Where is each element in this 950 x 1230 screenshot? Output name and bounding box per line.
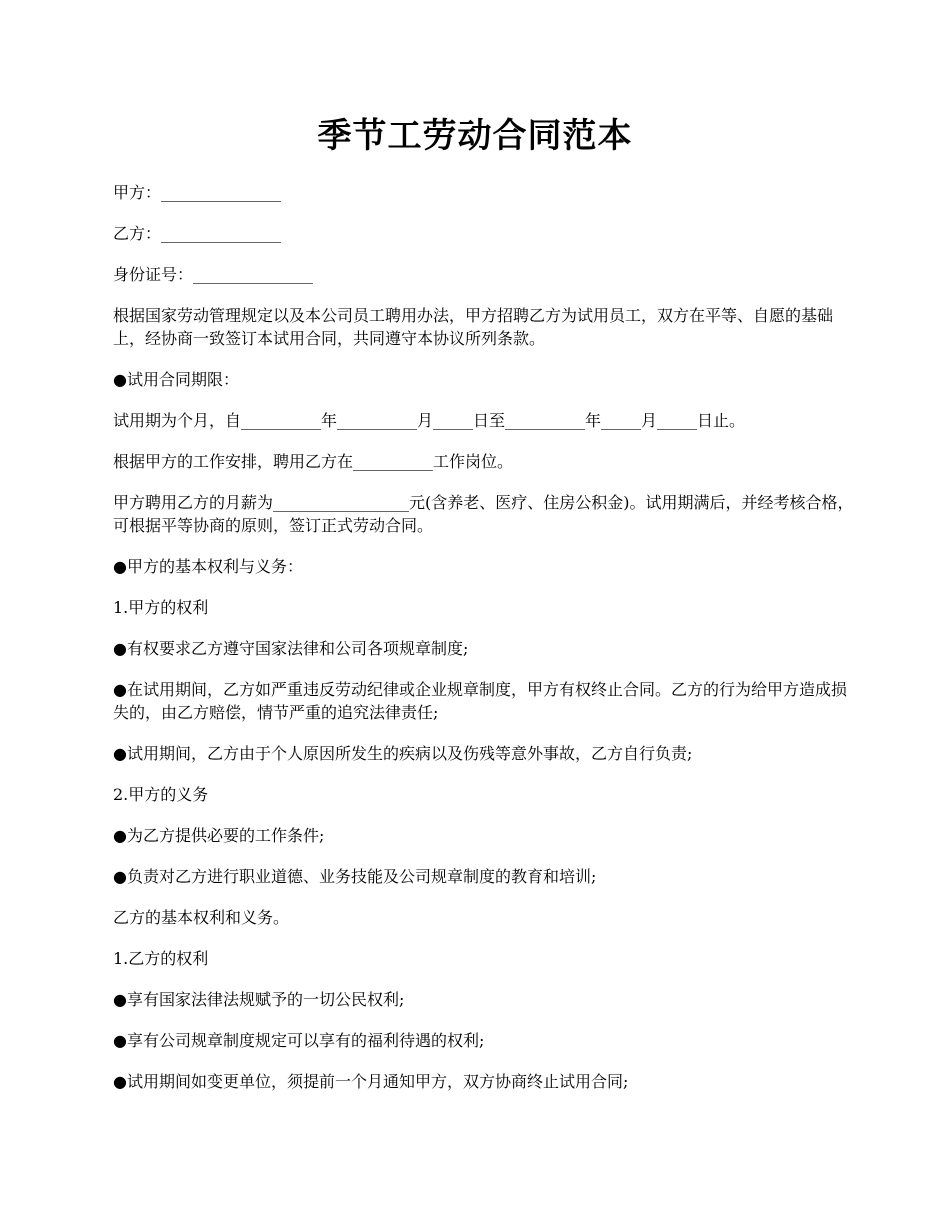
party-a-right-item: ●试用期间，乙方由于个人原因所发生的疾病以及伤残等意外事故，乙方自行负责;	[113, 744, 693, 763]
job-position-line: 根据甲方的工作安排，聘用乙方在__________工作岗位。	[113, 452, 514, 471]
party-a-obligation-item: ●负责对乙方进行职业道德、业务技能及公司规章制度的教育和培训;	[113, 867, 597, 886]
intro-paragraph: 根据国家劳动管理规定以及本公司员工聘用办法，甲方招聘乙方为试用员工，双方在平等、自愿的基础上，经协商一致签订本试用合同，共同遵守本协议所列条款。	[113, 306, 834, 348]
party-b-line: 乙方：_______________	[113, 224, 282, 243]
document-title: 季节工劳动合同范本	[317, 116, 633, 156]
salary-paragraph: 甲方聘用乙方的月薪为_________________元(含养老、医疗、住房公积金)。试用期满后，并经考核合格，可根据平等协商的原则，签订正式劳动合同。	[113, 493, 854, 535]
id-number-line: 身份证号：_______________	[113, 265, 314, 284]
party-a-right-item: ●有权要求乙方遵守国家法律和公司各项规章制度;	[113, 639, 469, 658]
party-a-rights-subheading: 1.甲方的权利	[113, 598, 209, 617]
party-b-rights-subheading: 1.乙方的权利	[113, 949, 209, 968]
party-b-right-item: ●试用期间如变更单位，须提前一个月通知甲方，双方协商终止试用合同;	[113, 1072, 629, 1091]
party-a-right-item: ●在试用期间，乙方如严重违反劳动纪律或企业规章制度，甲方有权终止合同。乙方的行为给甲方造成损失的，由乙方赔偿，情节严重的追究法律责任;	[113, 680, 847, 722]
party-a-obligation-item: ●为乙方提供必要的工作条件;	[113, 826, 325, 845]
document-body	[113, 181, 858, 1111]
party-b-right-item: ●享有公司规章制度规定可以享有的福利待遇的权利;	[113, 1031, 485, 1050]
party-a-obligations-subheading: 2.甲方的义务	[113, 785, 209, 804]
trial-period-line: 试用期为个月，自__________年__________月_____日至__________年_____月_____日止。	[113, 411, 746, 430]
section-party-a-rights-heading: ●甲方的基本权利与义务：	[113, 557, 303, 576]
section-party-b-rights-heading: 乙方的基本权利和义务。	[113, 908, 290, 927]
party-a-line: 甲方：_______________	[113, 183, 282, 202]
section-trial-term-heading: ●试用合同期限：	[113, 370, 239, 389]
party-b-right-item: ●享有国家法律法规赋予的一切公民权利;	[113, 990, 405, 1009]
